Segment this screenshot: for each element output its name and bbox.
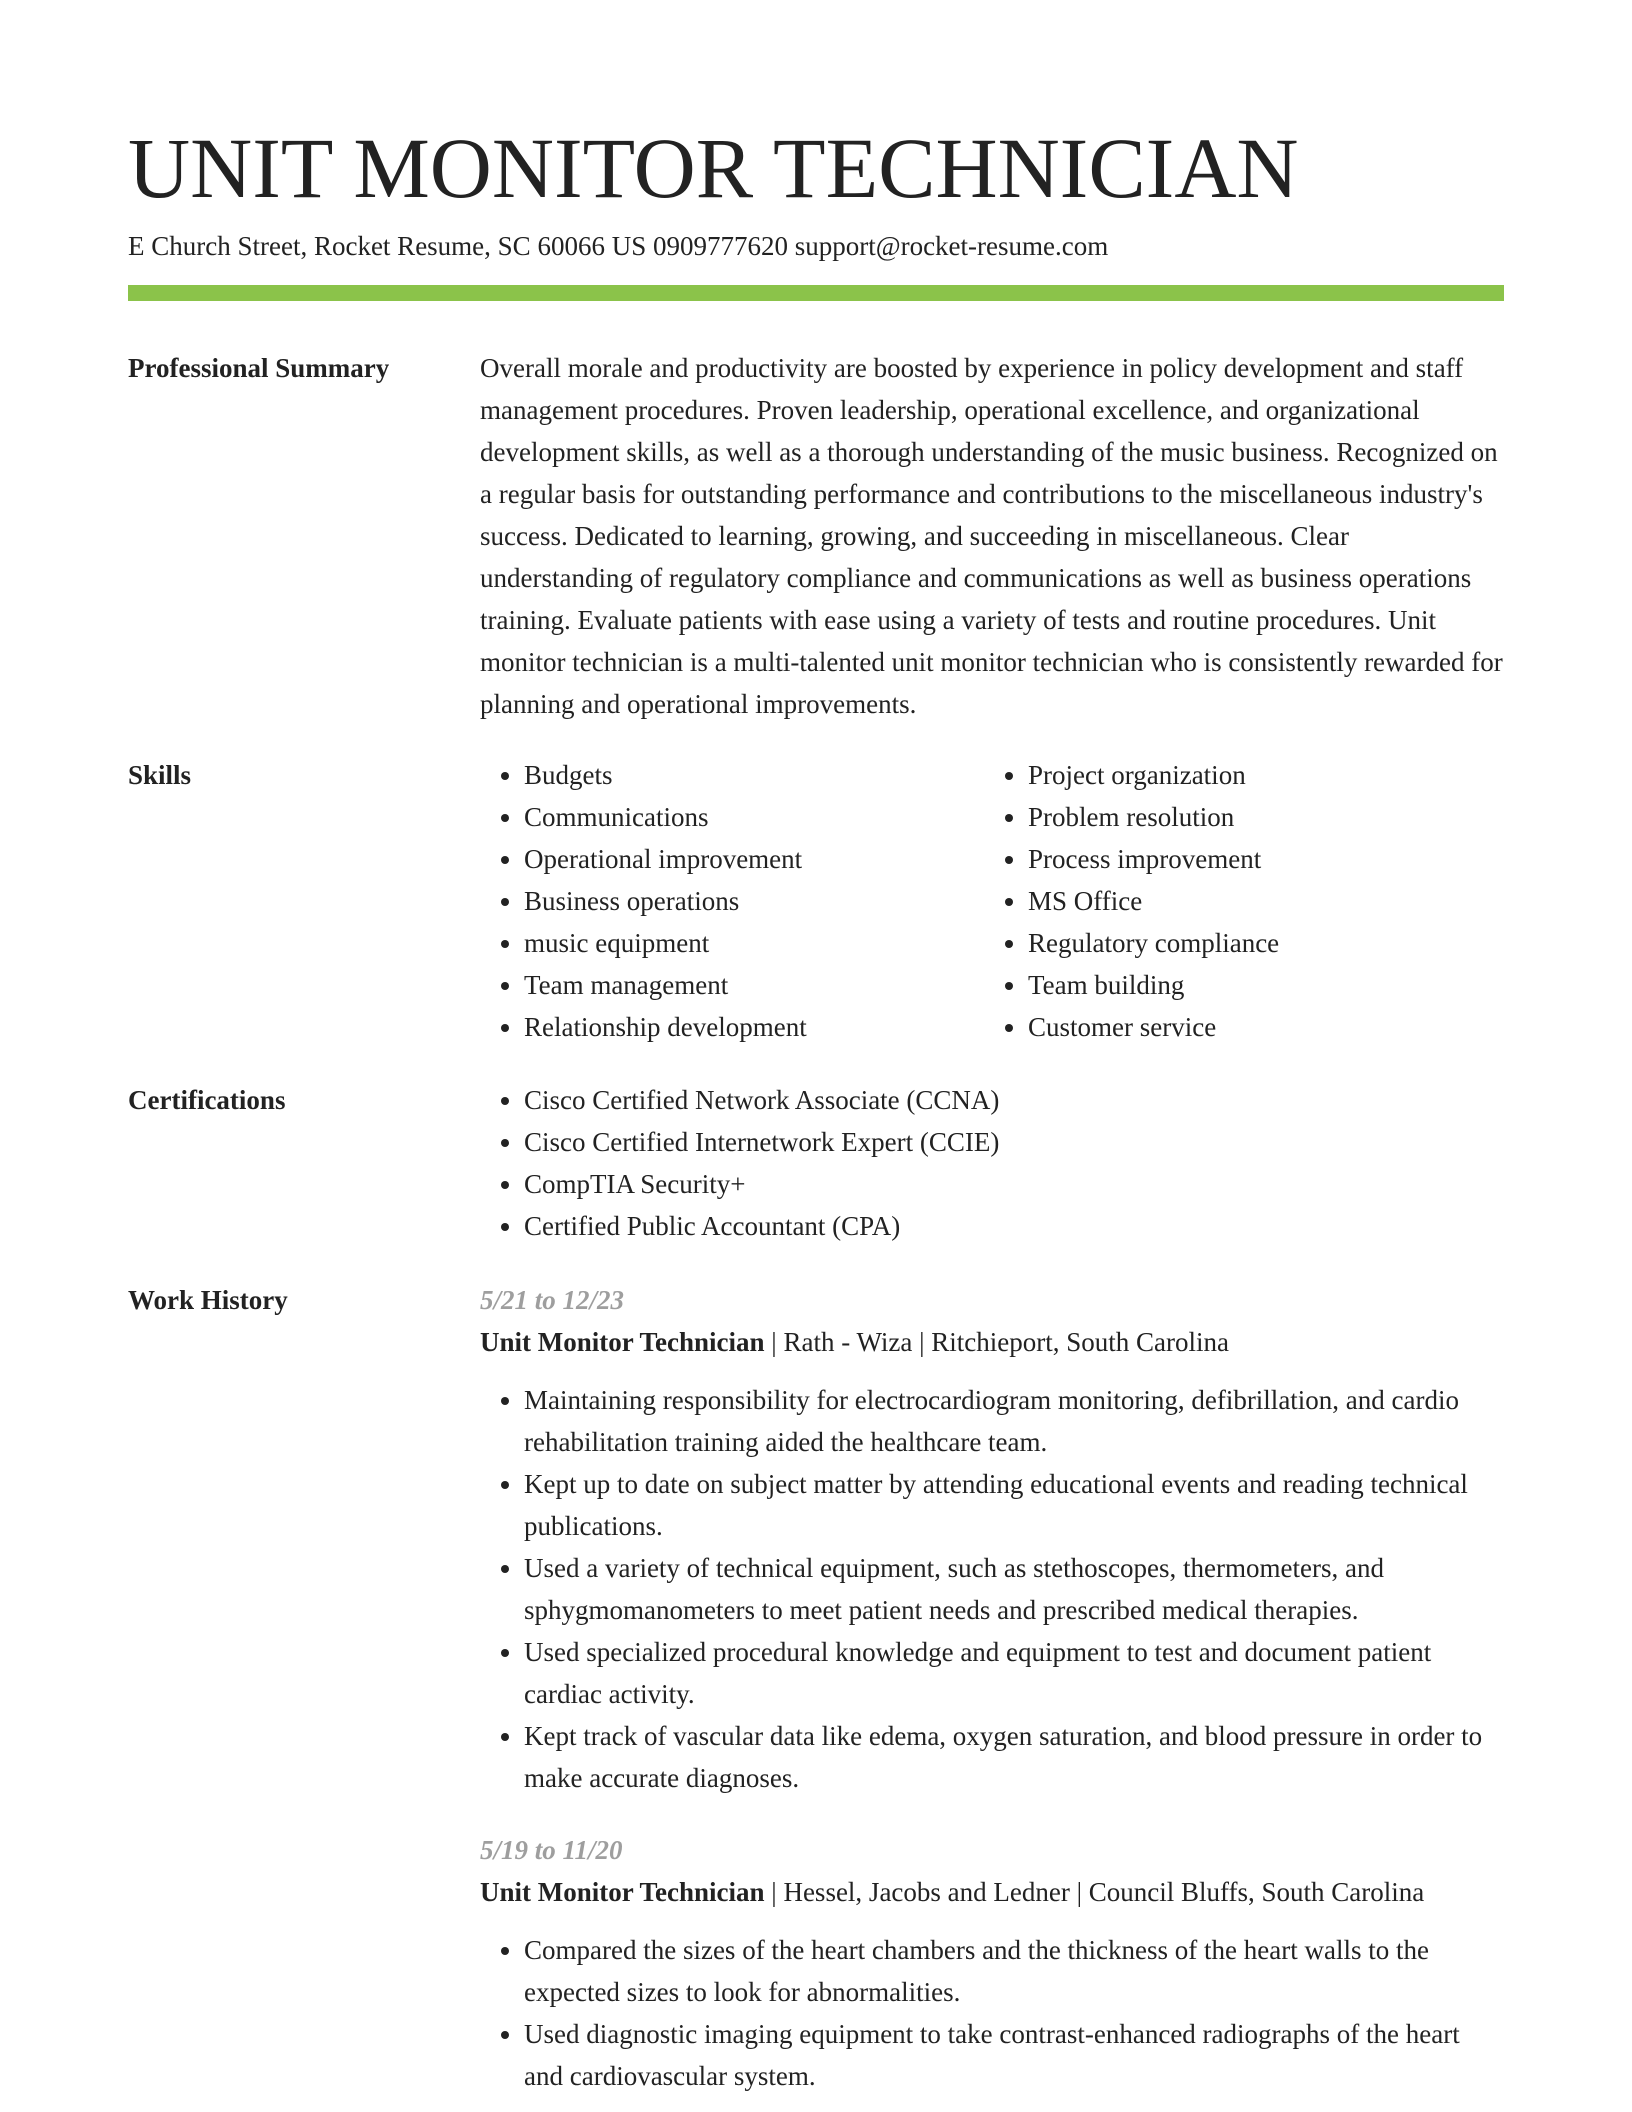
job-duty: • Maintaining responsibility for electrocardiogram monitoring, defibrillation, and cardio rehabilitation training aided the healthcare team. [524, 1379, 1504, 1463]
job-entry [480, 1279, 1504, 1799]
skills-list-left [480, 754, 984, 1048]
skills-list-right [984, 754, 1488, 1048]
work-history-body [480, 1279, 1504, 2112]
skill-item: • Communications [524, 796, 984, 838]
certifications-section [128, 1079, 1504, 1259]
job-heading [480, 1321, 1504, 1363]
certification-item: • Cisco Certified Network Associate (CCNA) [524, 1079, 1504, 1121]
job-entry [480, 1829, 1504, 2097]
job-title: Unit Monitor Technician [480, 1877, 765, 1907]
section-label-certifications: Certifications [128, 1085, 286, 1115]
skill-item: • music equipment [524, 922, 984, 964]
job-duty: • Compared the sizes of the heart chambers and the thickness of the heart walls to the expected sizes to look for abnormalities. [524, 1929, 1504, 2013]
certification-item: • Certified Public Accountant (CPA) [524, 1205, 1504, 1247]
job-duty: • Used specialized procedural knowledge and equipment to test and document patient cardiac activity. [524, 1631, 1504, 1715]
summary-text: Overall morale and productivity are boosted by experience in policy development and staff management procedures. Proven leadership, operational excellence, and organizational development skills, as well as a thorough understanding of the music business. Recognized on a regular basis for outstanding performance and contributions to the miscellaneous industry's success. Dedicated to learning, growing, and succeeding in miscellaneous. Clear understanding of regulatory compliance and communications as well as business operations training. Evaluate patients with ease using a variety of tests and routine procedures. Unit monitor technician is a multi-talented unit monitor technician who is consistently rewarded for planning and operational improvements. [480, 353, 1503, 719]
job-duty: • Used a variety of technical equipment, such as stethoscopes, thermometers, and sphygmomanometers to meet patient needs and prescribed medical therapies. [524, 1547, 1504, 1631]
skill-item: • Business operations [524, 880, 984, 922]
skill-item: • Project organization [1028, 754, 1488, 796]
job-dates: 5/19 to 11/20 [480, 1835, 623, 1865]
section-label-summary: Professional Summary [128, 353, 390, 383]
certifications-body [480, 1079, 1504, 1247]
skill-item: • Operational improvement [524, 838, 984, 880]
certification-item: • CompTIA Security+ [524, 1163, 1504, 1205]
job-employer-location: | Hessel, Jacobs and Ledner | Council Bluffs, South Carolina [764, 1877, 1425, 1907]
candidate-name: UNIT MONITOR TECHNICIAN [128, 120, 1299, 216]
job-employer-location: | Rath - Wiza | Ritchieport, South Carolina [764, 1327, 1229, 1357]
skill-item: • Customer service [1028, 1006, 1488, 1048]
job-heading [480, 1871, 1504, 1913]
certification-item: • Cisco Certified Internetwork Expert (CCIE) [524, 1121, 1504, 1163]
skills-body [480, 754, 1504, 1048]
skill-item: • Process improvement [1028, 838, 1488, 880]
skills-column-right [984, 754, 1488, 1048]
summary-section [128, 347, 1504, 727]
summary-body [480, 347, 1504, 725]
job-duty: • Used diagnostic imaging equipment to take contrast-enhanced radiographs of the heart and cardiovascular system. [524, 2013, 1504, 2097]
skill-item: • Regulatory compliance [1028, 922, 1488, 964]
job-duty: • Kept track of vascular data like edema, oxygen saturation, and blood pressure in order to make accurate diagnoses. [524, 1715, 1504, 1799]
work-history-section [128, 1279, 1504, 2112]
job-duty: • Kept up to date on subject matter by attending educational events and reading technical publications. [524, 1463, 1504, 1547]
skill-item: • Team management [524, 964, 984, 1006]
job-title: Unit Monitor Technician [480, 1327, 765, 1357]
skill-item: • Budgets [524, 754, 984, 796]
resume-header [128, 118, 1504, 266]
job-duties-list [480, 1379, 1504, 1799]
certifications-list [480, 1079, 1504, 1247]
section-label-work-history: Work History [128, 1285, 288, 1315]
skills-column-left [480, 754, 984, 1048]
section-label-skills: Skills [128, 760, 192, 790]
skill-item: • Relationship development [524, 1006, 984, 1048]
contact-line: E Church Street, Rocket Resume, SC 60066 US 0909777620 support@rocket-resume.com [128, 231, 1109, 261]
accent-divider [128, 285, 1504, 301]
skill-item: • MS Office [1028, 880, 1488, 922]
skills-section [128, 754, 1504, 1054]
job-duties-list [480, 1929, 1504, 2097]
skill-item: • Problem resolution [1028, 796, 1488, 838]
job-dates: 5/21 to 12/23 [480, 1285, 625, 1315]
skill-item: • Team building [1028, 964, 1488, 1006]
